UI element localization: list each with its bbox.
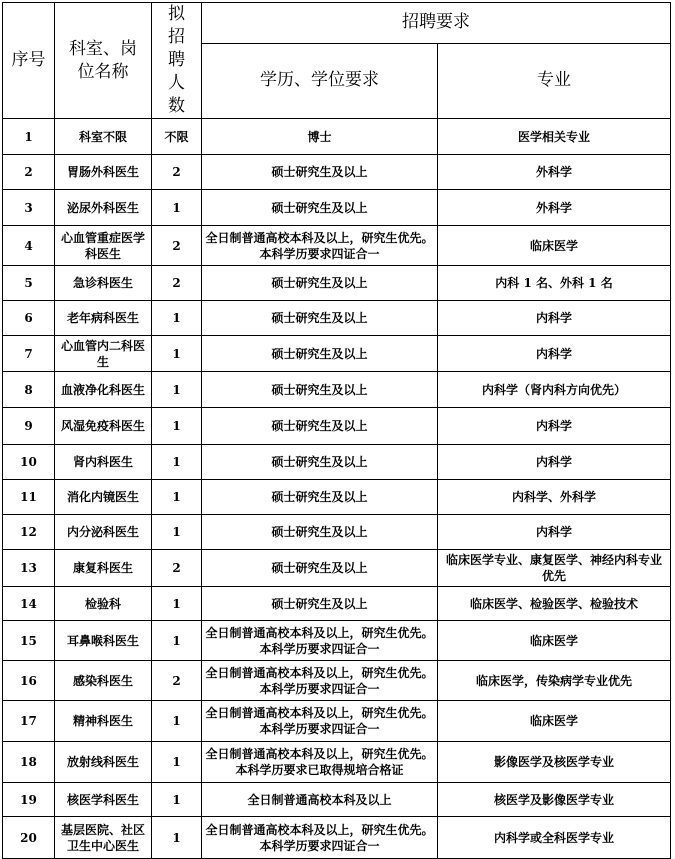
row-education-requirement: 硕士研究生及以上	[202, 408, 438, 445]
row-major: 临床医学	[438, 226, 671, 266]
row-serial-number: 20	[3, 817, 55, 859]
row-department: 急诊科医生	[55, 266, 152, 301]
row-education-requirement: 硕士研究生及以上	[202, 266, 438, 301]
table-row	[3, 226, 671, 266]
row-serial-number: 11	[3, 480, 55, 515]
table-row	[3, 550, 671, 587]
row-education-requirement: 全日制普通高校本科及以上，研究生优先。本科学历要求四证合一	[202, 621, 438, 661]
row-headcount: 1	[152, 190, 202, 226]
table-row	[3, 266, 671, 301]
table-row	[3, 701, 671, 742]
row-headcount: 1	[152, 408, 202, 445]
row-major: 内科 1 名、外科 1 名	[438, 266, 671, 301]
row-department: 心血管重症医学科医生	[55, 226, 152, 266]
row-education-requirement: 全日制普通高校本科及以上，研究生优先。本科学历要求四证合一	[202, 701, 438, 742]
table-row	[3, 817, 671, 859]
row-major: 临床医学，传染病学专业优先	[438, 661, 671, 701]
row-serial-number: 4	[3, 226, 55, 266]
row-headcount: 1	[152, 301, 202, 336]
table-row	[3, 587, 671, 621]
row-major: 内科学	[438, 515, 671, 550]
row-serial-number: 18	[3, 742, 55, 783]
row-major: 内科学、外科学	[438, 480, 671, 515]
row-education-requirement: 硕士研究生及以上	[202, 190, 438, 226]
header-major: 专业	[438, 43, 671, 118]
row-serial-number: 2	[3, 155, 55, 190]
row-headcount: 1	[152, 701, 202, 742]
table-row	[3, 301, 671, 336]
row-education-requirement: 全日制普通高校本科及以上，研究生优先。本科学历要求四证合一	[202, 817, 438, 859]
header-education-degree: 学历、学位要求	[202, 43, 438, 118]
row-department: 血液净化科医生	[55, 372, 152, 408]
row-department: 基层医院、社区卫生中心医生	[55, 817, 152, 859]
row-headcount: 1	[152, 621, 202, 661]
row-department: 感染科医生	[55, 661, 152, 701]
header-department-position: 科室、岗位名称	[55, 3, 152, 119]
row-serial-number: 13	[3, 550, 55, 587]
row-education-requirement: 硕士研究生及以上	[202, 301, 438, 336]
row-department: 泌尿外科医生	[55, 190, 152, 226]
row-serial-number: 10	[3, 445, 55, 480]
row-education-requirement: 硕士研究生及以上	[202, 336, 438, 372]
row-headcount: 2	[152, 661, 202, 701]
row-serial-number: 3	[3, 190, 55, 226]
row-major: 核医学及影像医学专业	[438, 783, 671, 817]
row-major: 临床医学专业、康复医学、神经内科专业优先	[438, 550, 671, 587]
row-headcount: 1	[152, 336, 202, 372]
row-department: 检验科	[55, 587, 152, 621]
row-headcount: 2	[152, 266, 202, 301]
row-major: 内科学或全科医学专业	[438, 817, 671, 859]
table-row	[3, 480, 671, 515]
row-serial-number: 6	[3, 301, 55, 336]
row-headcount: 1	[152, 445, 202, 480]
row-major: 临床医学、检验医学、检验技术	[438, 587, 671, 621]
row-headcount: 2	[152, 155, 202, 190]
row-headcount: 1	[152, 587, 202, 621]
table-row	[3, 190, 671, 226]
row-serial-number: 5	[3, 266, 55, 301]
row-headcount: 1	[152, 742, 202, 783]
row-education-requirement: 全日制普通高校本科及以上	[202, 783, 438, 817]
row-education-requirement: 硕士研究生及以上	[202, 445, 438, 480]
row-department: 康复科医生	[55, 550, 152, 587]
row-serial-number: 16	[3, 661, 55, 701]
row-major: 临床医学	[438, 701, 671, 742]
header-recruitment-requirements: 招聘要求	[202, 3, 671, 44]
row-education-requirement: 硕士研究生及以上	[202, 550, 438, 587]
row-serial-number: 7	[3, 336, 55, 372]
row-education-requirement: 硕士研究生及以上	[202, 587, 438, 621]
table-row	[3, 445, 671, 480]
row-department: 耳鼻喉科医生	[55, 621, 152, 661]
row-education-requirement: 硕士研究生及以上	[202, 372, 438, 408]
header-planned-headcount: 拟招聘人数	[152, 3, 202, 119]
row-department: 核医学科医生	[55, 783, 152, 817]
row-education-requirement: 硕士研究生及以上	[202, 155, 438, 190]
row-serial-number: 12	[3, 515, 55, 550]
row-serial-number: 19	[3, 783, 55, 817]
table-body	[3, 119, 671, 859]
row-major: 临床医学	[438, 621, 671, 661]
row-major: 内科学	[438, 445, 671, 480]
row-department: 科室不限	[55, 119, 152, 155]
row-education-requirement: 全日制普通高校本科及以上，研究生优先。本科学历要求四证合一	[202, 226, 438, 266]
row-headcount: 1	[152, 515, 202, 550]
row-education-requirement: 博士	[202, 119, 438, 155]
row-major: 医学相关专业	[438, 119, 671, 155]
recruitment-table	[2, 2, 671, 859]
row-major: 外科学	[438, 190, 671, 226]
row-major: 内科学	[438, 408, 671, 445]
row-department: 肾内科医生	[55, 445, 152, 480]
row-headcount: 不限	[152, 119, 202, 155]
table-row	[3, 661, 671, 701]
table-row	[3, 515, 671, 550]
row-serial-number: 8	[3, 372, 55, 408]
table-header	[3, 3, 671, 119]
row-headcount: 2	[152, 550, 202, 587]
row-serial-number: 14	[3, 587, 55, 621]
row-department: 消化内镜医生	[55, 480, 152, 515]
table-row	[3, 155, 671, 190]
row-department: 精神科医生	[55, 701, 152, 742]
row-serial-number: 15	[3, 621, 55, 661]
row-education-requirement: 硕士研究生及以上	[202, 480, 438, 515]
row-major: 外科学	[438, 155, 671, 190]
row-serial-number: 9	[3, 408, 55, 445]
row-department: 风湿免疫科医生	[55, 408, 152, 445]
row-serial-number: 1	[3, 119, 55, 155]
table-row	[3, 119, 671, 155]
table-row	[3, 408, 671, 445]
table-row	[3, 372, 671, 408]
row-major: 内科学	[438, 336, 671, 372]
row-department: 内分泌科医生	[55, 515, 152, 550]
row-department: 胃肠外科医生	[55, 155, 152, 190]
row-education-requirement: 全日制普通高校本科及以上，研究生优先。本科学历要求四证合一	[202, 661, 438, 701]
row-serial-number: 17	[3, 701, 55, 742]
table-row	[3, 783, 671, 817]
row-department: 心血管内二科医生	[55, 336, 152, 372]
row-major: 内科学（肾内科方向优先）	[438, 372, 671, 408]
row-headcount: 1	[152, 480, 202, 515]
row-department: 放射线科医生	[55, 742, 152, 783]
row-education-requirement: 硕士研究生及以上	[202, 515, 438, 550]
row-headcount: 1	[152, 783, 202, 817]
row-department: 老年病科医生	[55, 301, 152, 336]
header-serial-number: 序号	[3, 3, 55, 119]
row-education-requirement: 全日制普通高校本科及以上，研究生优先。本科学历要求已取得规培合格证	[202, 742, 438, 783]
row-headcount: 2	[152, 226, 202, 266]
table-row	[3, 621, 671, 661]
row-headcount: 1	[152, 817, 202, 859]
row-headcount: 1	[152, 372, 202, 408]
row-major: 影像医学及核医学专业	[438, 742, 671, 783]
table-row	[3, 742, 671, 783]
row-major: 内科学	[438, 301, 671, 336]
table-row	[3, 336, 671, 372]
